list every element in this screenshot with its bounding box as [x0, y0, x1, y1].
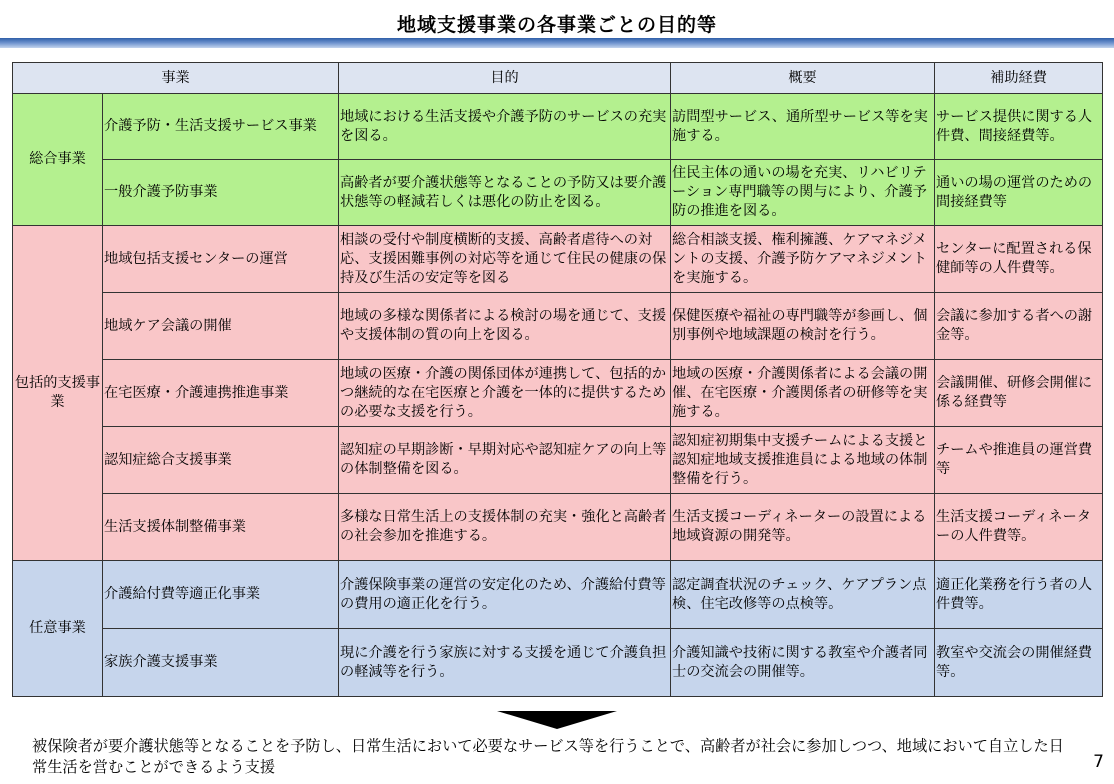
- cell-hojo: 会議開催、研修会開催に係る経費等: [935, 360, 1103, 427]
- cell-hojo: 教室や交流会の開催経費等。: [935, 629, 1103, 697]
- table-row: [13, 160, 1103, 226]
- header-gaiyo: 概要: [671, 63, 935, 94]
- group-label-sogo: 総合事業: [13, 94, 103, 226]
- cell-jigyo: 生活支援体制整備事業: [103, 494, 339, 561]
- cell-jigyo: 一般介護予防事業: [103, 160, 339, 226]
- page-number: 7: [1093, 752, 1104, 772]
- table-row: [13, 360, 1103, 427]
- cell-mokuteki: 現に介護を行う家族に対する支援を通じて介護負担の軽減等を行う。: [339, 629, 671, 697]
- header-mokuteki: 目的: [339, 63, 671, 94]
- cell-mokuteki: 地域の医療・介護の関係団体が連携して、包括的かつ継続的な在宅医療と介護を一体的に提供するための必要な支援を行う。: [339, 360, 671, 427]
- table-row: [13, 293, 1103, 360]
- cell-mokuteki: 相談の受付や制度横断的支援、高齢者虐待への対応、支援困難事例の対応等を通じて住民の健康の保持及び生活の安定等を図る: [339, 226, 671, 293]
- cell-jigyo: 地域包括支援センターの運営: [103, 226, 339, 293]
- cell-jigyo: 地域ケア会議の開催: [103, 293, 339, 360]
- cell-hojo: 生活支援コーディネーターの人件費等。: [935, 494, 1103, 561]
- cell-jigyo: 在宅医療・介護連携推進事業: [103, 360, 339, 427]
- cell-gaiyo: 生活支援コーディネーターの設置による地域資源の開発等。: [671, 494, 935, 561]
- group-label-hokatsu: 包括的支援事業: [13, 226, 103, 561]
- group-label-nini: 任意事業: [13, 561, 103, 697]
- cell-gaiyo: 介護知識や技術に関する教室や介護者同士の交流会の開催等。: [671, 629, 935, 697]
- cell-hojo: 通いの場の運営のための間接経費等: [935, 160, 1103, 226]
- table-row: [13, 629, 1103, 697]
- cell-gaiyo: 認知症初期集中支援チームによる支援と認知症地域支援推進員による地域の体制整備を行う。: [671, 427, 935, 494]
- purpose-table: [12, 62, 1103, 697]
- cell-mokuteki: 多様な日常生活上の支援体制の充実・強化と高齢者の社会参加を推進する。: [339, 494, 671, 561]
- table-row: [13, 494, 1103, 561]
- cell-hojo: 会議に参加する者への謝金等。: [935, 293, 1103, 360]
- table-row: [13, 427, 1103, 494]
- cell-mokuteki: 高齢者が要介護状態等となることの予防又は要介護状態等の軽減若しくは悪化の防止を図る。: [339, 160, 671, 226]
- table-row: [13, 94, 1103, 160]
- down-arrow-icon: [497, 711, 617, 729]
- cell-mokuteki: 地域の多様な関係者による検討の場を通じて、支援や支援体制の質の向上を図る。: [339, 293, 671, 360]
- table-row: [13, 561, 1103, 629]
- summary-text: 被保険者が要介護状態等となることを予防し、日常生活において必要なサービス等を行うことで、高齢者が社会に参加しつつ、地域において自立した日常生活を営むことができるよう支援: [32, 737, 1064, 776]
- table-header-row: [13, 63, 1103, 94]
- cell-gaiyo: 総合相談支援、権利擁護、ケアマネジメントの支援、介護予防ケアマネジメントを実施する。: [671, 226, 935, 293]
- page-title: 地域支援事業の各事業ごとの目的等: [396, 14, 717, 36]
- header-jigyo: 事業: [13, 63, 339, 94]
- cell-mokuteki: 認知症の早期診断・早期対応や認知症ケアの向上等の体制整備を図る。: [339, 427, 671, 494]
- cell-gaiyo: 訪問型サービス、通所型サービス等を実施する。: [671, 94, 935, 160]
- title-underline-bar: [0, 38, 1114, 48]
- header-hojo: 補助経費: [935, 63, 1103, 94]
- cell-gaiyo: 保健医療や福祉の専門職等が参画し、個別事例や地域課題の検討を行う。: [671, 293, 935, 360]
- cell-gaiyo: 住民主体の通いの場を充実、リハビリテーション専門職等の関与により、介護予防の推進を図る。: [671, 160, 935, 226]
- cell-mokuteki: 介護保険事業の運営の安定化のため、介護給付費等の費用の適正化を行う。: [339, 561, 671, 629]
- cell-jigyo: 介護予防・生活支援サービス事業: [103, 94, 339, 160]
- cell-mokuteki: 地域における生活支援や介護予防のサービスの充実を図る。: [339, 94, 671, 160]
- cell-hojo: チームや推進員の運営費等: [935, 427, 1103, 494]
- cell-hojo: サービス提供に関する人件費、間接経費等。: [935, 94, 1103, 160]
- cell-jigyo: 家族介護支援事業: [103, 629, 339, 697]
- table-row: [13, 226, 1103, 293]
- cell-gaiyo: 認定調査状況のチェック、ケアプラン点検、住宅改修等の点検等。: [671, 561, 935, 629]
- cell-hojo: 適正化業務を行う者の人件費等。: [935, 561, 1103, 629]
- cell-jigyo: 介護給付費等適正化事業: [103, 561, 339, 629]
- cell-jigyo: 認知症総合支援事業: [103, 427, 339, 494]
- cell-hojo: センターに配置される保健師等の人件費等。: [935, 226, 1103, 293]
- cell-gaiyo: 地域の医療・介護関係者による会議の開催、在宅医療・介護関係者の研修等を実施する。: [671, 360, 935, 427]
